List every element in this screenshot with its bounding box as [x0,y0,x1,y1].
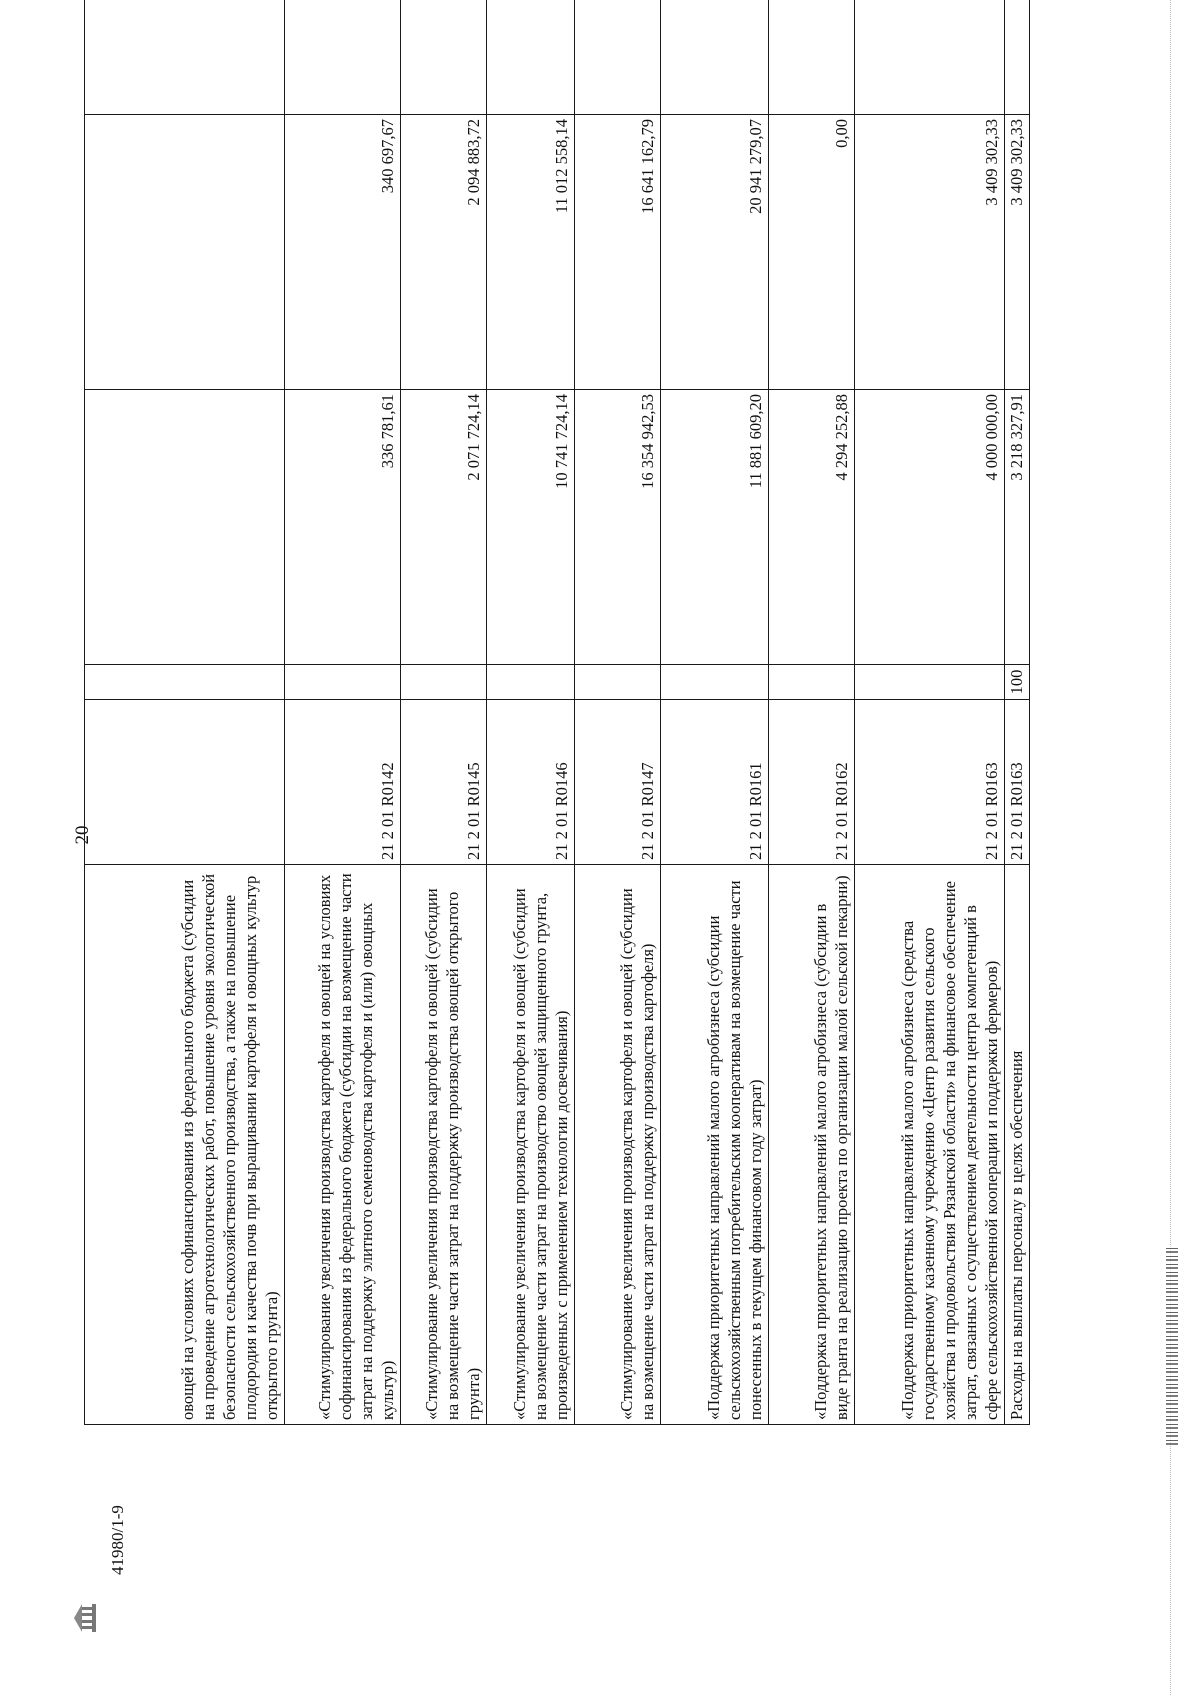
row-expense-type [285,665,401,700]
row-expense-type [487,665,575,700]
row-value-2: 20 941 279,07 [661,115,769,390]
row-value-2 [85,115,285,390]
document-id: 41980/1-9 [108,1505,127,1575]
row-value-1: 3 218 327,91 [1005,390,1030,665]
row-value-3 [285,0,401,115]
row-expense-type [661,665,769,700]
row-code: 21 2 01 R0146 [487,700,575,865]
row-expense-type [855,665,1005,700]
row-description: «Стимулирование увеличения производства картофеля и овощей (субсидии на возмещение части затрат на поддержку производства овощей открытого грунта) [401,865,487,1425]
barcode-icon [1166,1245,1178,1445]
emblem-icon [72,1601,102,1635]
table-row [487,0,575,1425]
table-row [1005,0,1030,1425]
row-value-1: 10 741 724,14 [487,390,575,665]
row-code: 21 2 01 R0163 [1005,700,1030,865]
row-expense-type: 100 [1005,665,1030,700]
row-value-3 [401,0,487,115]
row-value-2: 340 697,67 [285,115,401,390]
row-value-1: 2 071 724,14 [401,390,487,665]
row-code: 21 2 01 R0145 [401,700,487,865]
table-row [285,0,401,1425]
row-expense-type [769,665,855,700]
row-code: 21 2 01 R0142 [285,700,401,865]
row-value-1 [85,390,285,665]
row-description: «Стимулирование увеличения производства картофеля и овощей на условиях софинансирования из федерального бюджета (субсидии на возмещение части затрат на поддержку элитного семеноводства картофеля и (или) овощных культур) [285,865,401,1425]
budget-table [84,0,1030,1425]
row-code [85,700,285,865]
row-value-1: 11 881 609,20 [661,390,769,665]
row-description: «Стимулирование увеличения производства картофеля и овощей (субсидии на возмещение части затрат на производство овощей защищенного грунта, произведенных с применением технологии досвечивания) [487,865,575,1425]
row-code: 21 2 01 R0163 [855,700,1005,865]
row-description: «Поддержка приоритетных направлений малого агробизнеса (субсидии сельскохозяйственным потребительским кооперативам на возмещение части понесенных в текущем финансовом году затрат) [661,865,769,1425]
table-row [85,0,285,1425]
row-value-2: 16 641 162,79 [575,115,661,390]
row-value-2: 0,00 [769,115,855,390]
row-value-3 [487,0,575,115]
row-value-2: 11 012 558,14 [487,115,575,390]
row-description: «Поддержка приоритетных направлений малого агробизнеса (средства государственному казенному учреждению «Центр развития сельского хозяйства и продовольствия Рязанской области» на финансовое обеспечение затрат, связанных с осуществлением деятельности центра компетенций в сфере сельскохозяйственной кооперации и поддержки фермеров) [855,865,1005,1425]
row-description: «Стимулирование увеличения производства картофеля и овощей (субсидии на возмещение части затрат на поддержку производства картофеля) [575,865,661,1425]
row-value-3 [575,0,661,115]
row-code: 21 2 01 R0162 [769,700,855,865]
row-value-1: 16 354 942,53 [575,390,661,665]
row-value-3 [661,0,769,115]
row-value-3 [1005,0,1030,115]
row-value-1: 4 000 000,00 [855,390,1005,665]
table-row [661,0,769,1425]
row-value-3 [855,0,1005,115]
row-value-3 [85,0,285,115]
page-number: 20 [72,825,93,845]
table-row [855,0,1005,1425]
row-expense-type [401,665,487,700]
row-value-1: 336 781,61 [285,390,401,665]
table-row [401,0,487,1425]
table-row [769,0,855,1425]
row-value-2: 3 409 302,33 [1005,115,1030,390]
row-description: овощей на условиях софинансирования из федерального бюджета (субсидии на проведение агротехнологических работ, повышение уровня экологической безопасности сельскохозяйственного производства, а также на повышение плодородия и качества почв при выращивании картофеля и овощных культур открытого грунта) [85,865,285,1425]
row-value-2: 3 409 302,33 [855,115,1005,390]
row-description: «Поддержка приоритетных направлений малого агробизнеса (субсидии в виде гранта на реализацию проекта по организации малой сельской пекарни) [769,865,855,1425]
row-description: Расходы на выплаты персоналу в целях обеспечения [1005,865,1030,1425]
row-code: 21 2 01 R0147 [575,700,661,865]
row-code: 21 2 01 R0161 [661,700,769,865]
row-value-2: 2 094 883,72 [401,115,487,390]
row-value-3 [769,0,855,115]
row-expense-type [85,665,285,700]
table-row [575,0,661,1425]
row-value-1: 4 294 252,88 [769,390,855,665]
row-expense-type [575,665,661,700]
